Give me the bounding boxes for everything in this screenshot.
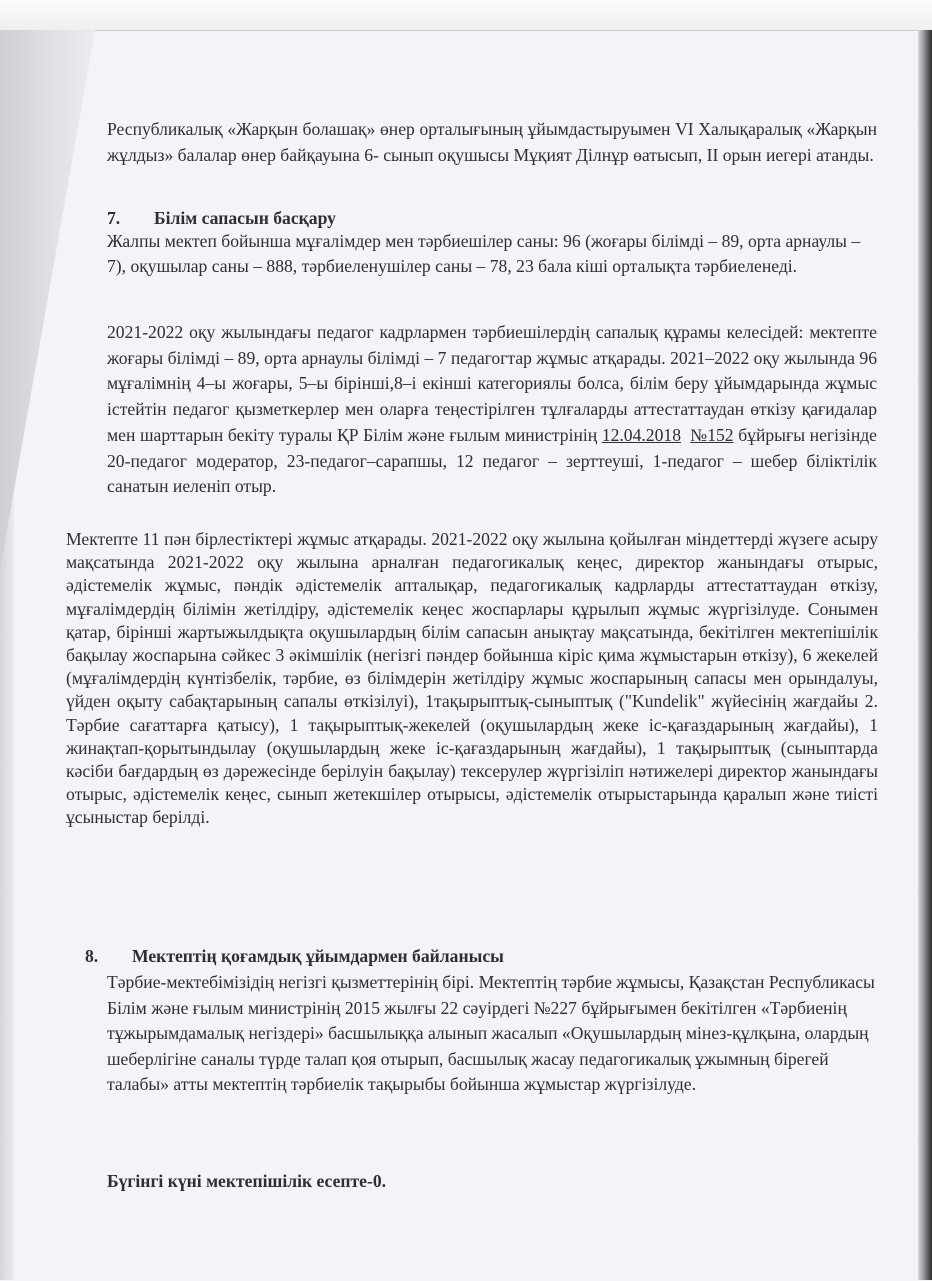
section-8-heading <box>85 944 875 968</box>
staff-qualification-paragraph <box>107 320 877 500</box>
order-number: №152 <box>690 424 734 445</box>
order-date: 12.04.2018 <box>601 424 681 445</box>
community-relations-paragraph: Тәрбие-мектебімізідің негізгі қызметтерінің бірі. Мектептің тәрбие жұмысы, Қазақстан Республикасы Білім және ғылым министрінің 2015 жылғы 22 сәуірдегі №227 бұйрығымен бекітілген «Тәрбиенің тұжырымдамалық негіздері» басшылыққа алынып жасалып «Оқушылардың мінез-құлқына, олардың шеберлігіне саналы түрде талап қоя отырып, басшылық жасау педагогикалық ұжымның бірегей талабы» атты мектептің тәрбиелік тақырыбы бойынша жұмыстар жүргізілуде. <box>107 972 875 1094</box>
scanner-bed <box>0 0 932 30</box>
section-7-number: 7. <box>107 208 121 228</box>
staff-summary-paragraph: Жалпы мектеп бойынша мұғалімдер мен тәрбиешілер саны: 96 (жоғары білімді – 89, орта арнаулы – 7), оқушылар саны – 888, тәрбиеленушілер саны – 78, 23 бала кіші орталықта тәрбиеленеді. <box>107 231 861 276</box>
methodical-work-paragraph: Мектепте 11 пән бірлестіктері жұмыс атқарады. 2021-2022 оқу жылына қойылған міндеттерді жүзеге асыру мақсатында 2021-2022 оқу жылына арналған педагогикалық кеңес, директор жанындағы отырыс, әдістемелік жұмыс, пәндік әдістемелік апталықар, педагогикалық кадрларды аттестаттаудан өткізу, мұғалімдердің білімін жетілдіру, әдістемелік кеңес жоспарлары құрылып жұмыс жүргізілуде. Сонымен қатар, бірінші жартыжылдықта оқушылардың білім сапасын анықтау мақсатында, бекітілген мектепішілік бақылау жоспарына сәйкес 3 әкімшілік (негізгі пәндер бойынша кіріс қима жұмыстарын өткізу), 6 жекелей (мұғалімдердің күнтізбелік, тәрбие, өз білімдерін жетілдіру жұмыс жоспарының сапасы мен орындалуы, үйден оқыту сабақтарының сапалы өткізілуі), 1тақырыптық-сыныптық ("Kundelik" жүйесінің жағдайы 2. Тәрбие сағаттарға қатысу), 1 тақырыптық-жекелей (оқушылардың жеке іс-қағаздарының жағдайы), 1 жинақтап-қорытындылау (оқушылардың жеке іс-қағаздарының жағдайы), 1 тақырыптық (сыныптарда кәсіби бағдардың өз дәрежесінде берілуін бақылау) тексерулер жүргізіліп нәтижелері директор жанындағы отырыс, әдістемелік кеңес, сынып жетекшілер отырысы, әдістемелік отырыстарында қаралып және тиісті ұсыныстар берілді. <box>66 529 878 828</box>
section-7-heading <box>107 206 877 230</box>
section-8-number: 8. <box>85 946 99 966</box>
page-right-edge-shadow <box>918 30 932 1280</box>
staff-qualification-text-2: бұйрығы негізінде 20-педагог модератор, 23-педагог–сарапшы, 12 педагог – зерттеуші, 1-педагог – шебер біліктілік санатын иеленіп отыр. <box>107 424 877 497</box>
staff-qualification-text-1: 2021-2022 оқу жылындағы педагог кадрлармен тәрбиешілердің сапалық құрамы келесідей: мектепте жоғары білімді – 89, орта арнаулы білімді – 7 педагогтар жұмыс атқарады. 2021–2022 оқу жылында 96 мұғалімнің 4–ы жоғары, 5–ы бірінші,8–і екінші категориялы болса, білім беру ұйымдарында жұмыс істейтін педагог қызметкерлер мен оларға теңестірілген тұлғаларды аттестаттаудан өткізу қағидалар мен шарттарын бекіту туралы ҚР Білім және ғылым министрінің <box>107 322 877 445</box>
intro-paragraph: Республикалық «Жарқын болашақ» өнер орталығының ұйымдастыруымен VI Халықаралық «Жарқын жұлдыз» балалар өнер байқауына 6- сынып оқушысы Мұқият Ділнұр өатысып, ІІ орын иегері атанды. <box>107 119 877 165</box>
closing-statement: Бүгінгі күні мектепішілік есепте-0. <box>107 1171 387 1191</box>
section-7-title: Білім сапасын басқару <box>154 208 336 228</box>
section-8-title: Мектептің қоғамдық ұйымдармен байланысы <box>132 946 504 966</box>
